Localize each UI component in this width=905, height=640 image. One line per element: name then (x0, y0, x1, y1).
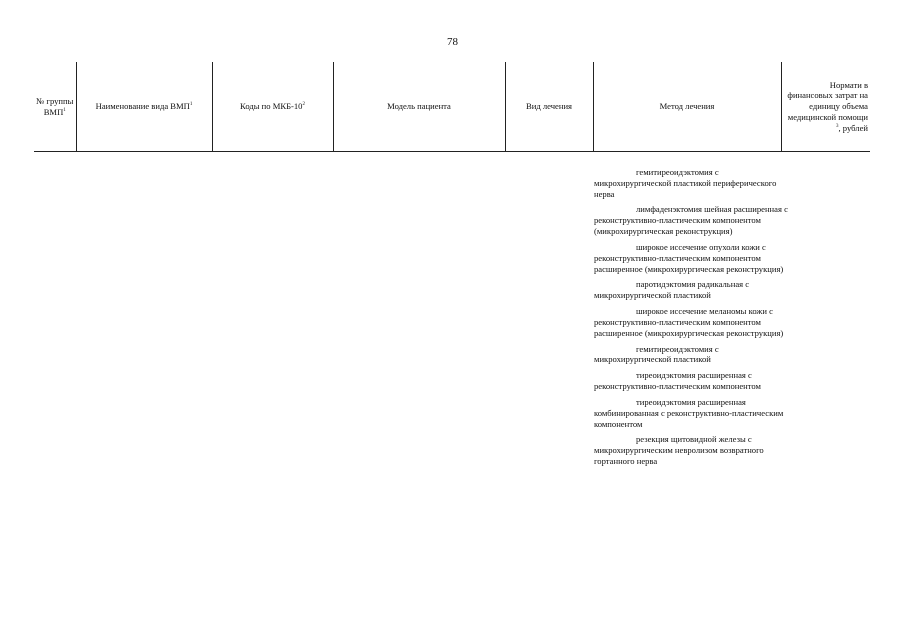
patient-model-label: Модель пациента (387, 101, 451, 112)
name-footnote: 1 (189, 102, 193, 108)
column-header-name (76, 62, 212, 152)
group-number-footnote: 1 (63, 107, 66, 113)
column-header-patient-model (333, 62, 505, 152)
treatment-method-item: широкое иссечение опухоли кожи с реконструктивно-пластическим компонентом расширенное (микрохирургическая реконструкция) (594, 241, 784, 274)
column-header-treatment-type (505, 62, 593, 152)
treatment-method-list (594, 167, 790, 472)
name-label: Наименование вида ВМП (95, 101, 190, 112)
column-header-treatment-method (593, 62, 781, 152)
treatment-method-item: гемитиреоидэктомия с микрохирургической пластикой (594, 343, 719, 365)
treatment-method-item: гемитиреоидэктомия с микрохирургической пластикой периферического нерва (594, 167, 777, 199)
cost-norms-unit: , рублей (838, 122, 868, 133)
mkb-footnote: 2 (302, 102, 305, 108)
table-header (34, 62, 870, 152)
page-number: 78 (447, 36, 458, 48)
mkb-label: Коды по МКБ-10 (240, 101, 303, 112)
cost-norms-label: Нормати в финансовых затрат на единицу объема медицинской помощи (787, 79, 868, 122)
column-header-mkb-codes (212, 62, 333, 152)
treatment-method-item: широкое иссечение меланомы кожи с реконструктивно-пластическим компонентом расширенное (микрохирургическая реконструкция) (594, 306, 784, 338)
treatment-method-item: паротидэктомия радикальная с микрохирургической пластикой (594, 279, 750, 301)
column-header-cost-norms (781, 62, 870, 152)
treatment-method-item: резекция щитовидной железы с микрохирургическим невролизом возвратного гортанного нерва (594, 434, 764, 467)
treatment-method-item: тиреоидэктомия расширенная с реконструктивно-пластическим компонентом (594, 370, 761, 392)
group-number-label: № группы ВМП (36, 95, 74, 117)
treatment-method-label: Метод лечения (659, 101, 715, 112)
treatment-method-item: тиреоидэктомия расширенная комбинированная с реконструктивно-пластическим компонентом (594, 396, 784, 429)
column-header-group-number (34, 62, 76, 152)
treatment-method-item: лимфаденэктомия шейная расширенная с реконструктивно-пластическим компонентом (микрохирургическая реконструкция) (594, 204, 788, 237)
cost-norms-footnote: 3 (835, 123, 839, 129)
treatment-type-label: Вид лечения (525, 101, 573, 112)
